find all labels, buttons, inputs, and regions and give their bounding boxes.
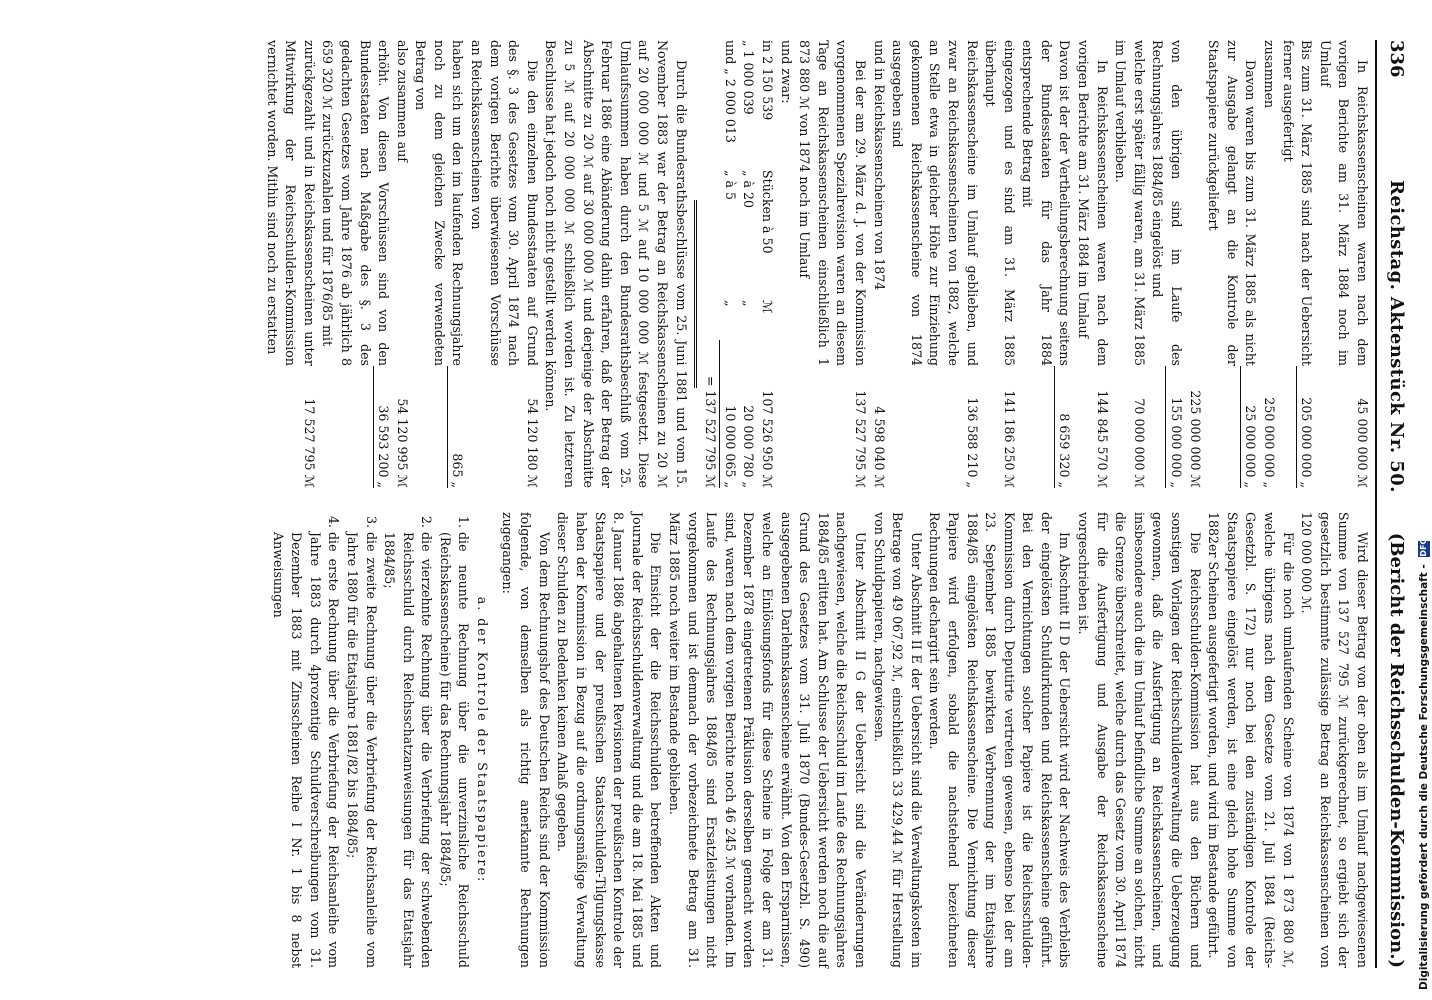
paragraph: Wird dieser Betrag von der oben als im Umlauf nachgewiesenen Summe von 137 527 795 ℳ zurückgerechnet, so ergiebt sich der gesetzlich bestimmte zulässige Betrag an Reichskassenscheinen von 120 000 000 ℳ. xyxy=(1299,512,1370,968)
left-column xyxy=(0,40,1371,488)
account-list xyxy=(268,512,473,968)
paragraph: Davon waren bis zum 31. März 1885 als nicht zur Ausgabe gelangt an die Kontrole der Staatspapiere zurückgeliefert xyxy=(1206,40,1259,366)
ledger-row xyxy=(888,40,981,488)
ledger-row xyxy=(1148,40,1185,488)
amount: 107 526 950 ℳ xyxy=(760,390,775,488)
denomination-row xyxy=(719,40,739,488)
paragraph: eingezogen und es sind am 31. März 1885 überhaupt xyxy=(983,40,1017,366)
paragraph: In Reichskassenscheinen waren nach dem vorigen Berichte am 31. März 1884 im Umlauf xyxy=(1076,40,1110,366)
subtotal-label: zusammen xyxy=(1262,40,1278,109)
paragraph: von den übrigen sind im Laufe des Rechnungsjahres 1884/85 eingelöst und xyxy=(1150,40,1185,366)
paragraph: Bis zum 31. März 1885 sind nach der Uebersicht ferner ausgefertigt xyxy=(1280,40,1315,366)
piece-count: und „ 2 000 013 xyxy=(722,40,738,143)
section-heading: a. der Kontrole der Staatspapiere: xyxy=(475,596,491,884)
paragraph: Durch die Bundesrathsbeschlüsse vom 25. Juni 1881 und vom 15. November 1883 war der Betrag an Reichskassenscheinen zu 20 ℳ auf 20 000 000 ℳ und 5 ℳ auf 10 000 000 ℳ festgesetzt. Diese Umlaufssummen haben durch den Bundesrathsbeschluß vom 25. Februar 1886 eine Abänderung dahin erfahren, daß der Betrag der Abschnitte zu 20 ℳ auf 30 000 000 ℳ und derjenige der Abschnitte zu 5 ℳ auf 20 000 000 ℳ schließlich worden ist. Zu letzteren Beschlusse hat jedoch noch nicht gestellt werden können. xyxy=(543,40,689,488)
ledger-row xyxy=(1278,40,1315,488)
ledger-row xyxy=(392,40,411,488)
double-rule xyxy=(694,200,697,388)
paragraph: Im Abschnitt II D der Uebersicht wird der Nachweis des Verbleibs der eingelösten Schuldurkunden und Reichskassenscheine geführt. Bei den Vernichtungen solcher Papiere ist die Reichsschulden-Kommission durch Deputirte vertreten gewesen, ebenso bei der am 23. September 1885 bewirkten Verbrennung der im Etatsjahre 1884/85 eingelösten Reichskassenscheine. Die Vernichtung dieser Papiere wird erfolgen, sobald die nachstehend bezeichneten Rechnungen dechargirt sein werden. xyxy=(927,512,1073,968)
paragraph: und zwar: xyxy=(778,40,794,104)
paragraph: Die Einsicht der die Reichsschulden betreffenden Akten und Journale der Reichsschuldenverwaltung und die am 18. Mai 1885 und 8. Januar 1886 abgehaltenen Revisionen der preußischen Kontrole der Staatspapiere und der preußischen Staatsschulden-Tilgungskasse haben der Kommission in Bezug auf die ordnungsmäßige Verwaltung dieser Schulden zu Bedenken keinen Anlaß gegeben. xyxy=(555,512,664,968)
page-header xyxy=(1379,40,1409,968)
list-item: 4. die erste Rechnung über die Verbriefung der Reichsanleihe vom Jahre 1883 durch 4prozentige Schuldverschreibungen vom 31. Dezember 1883 mit Zinsscheinen Reihe I Nr. 1 bis 8 nebst Anweisungen xyxy=(268,532,342,968)
ledger-row xyxy=(262,40,318,488)
paragraph: Unter Abschnitt II G der Uebersicht sind die Veränderungen nachgewiesen, welche die Reichsschuld im Laufe des Rechnungsjahres 1884/85 erlitten hat. Am Schlusse der Uebersicht werden noch die auf Grund des Gesetzes vom 31. Juli 1870 (Bundes-Gesetzbl. S. 490) ausgegebenen Darlehnskassenscheine erwähnt. Von den Ersparnissen, welche an Einlösungsfonds für diese Scheine in Folge der am 31. Dezember 1878 eingetretenen Präklusion derselben gemacht worden sind, waren nach dem vorigen Berichte noch 46 245 ℳ vorhanden. Im Laufe des Rechnungsjahres 1884/85 sind Ersatzleistungen nicht vorgekommen und ist demnach der vorbezeichnete Betrag am 31. März 1885 noch weiter im Bestande geblieben. xyxy=(667,512,868,968)
header-rule xyxy=(1375,40,1377,968)
amount: 155 000 000 „ xyxy=(1165,366,1185,488)
ledger-row xyxy=(795,40,869,488)
ledger-row xyxy=(1111,40,1148,488)
amount: 865 „ xyxy=(447,366,467,488)
paragraph: In Reichskassenscheinen waren nach dem vorigen Berichte am 31. März 1884 noch im Umlauf xyxy=(1317,40,1370,366)
currency: „ xyxy=(722,300,738,307)
subtotal-label: also zusammen auf xyxy=(394,40,410,163)
paragraph: Für die noch umlaufenden Scheine von 1874 von 1 873 880 ℳ, welche übrigens nach dem Gesetze vom 21. Juli 1884 (Reichs-Gesetzbl. S. 172) nur noch bei den zuständigen Kontrole der Staatspapiere eingelöst werden, ist eine gleich hohe Summe von 1882er Scheinen ausgefertigt worden, und wird im Bestande geführt. xyxy=(1206,512,1296,968)
right-column xyxy=(0,512,1371,968)
digitization-sidebar xyxy=(1412,0,1432,1000)
denomination-row xyxy=(739,40,758,488)
amount: 20 000 780 „ xyxy=(741,405,757,488)
page-number: 336 xyxy=(1386,40,1407,78)
amount: 250 000 000 „ xyxy=(1262,397,1278,488)
ledger-row xyxy=(1018,40,1074,488)
denomination: „ à 20 xyxy=(741,170,757,209)
amount: 36 593 200 „ xyxy=(373,366,393,488)
dfg-logo: DFG xyxy=(1419,537,1428,557)
paragraph: Die Reichsschulden-Kommission hat aus den Büchern und sonstigen Vorlagen der Reichsschuldenverwaltung die Ueberzeugung gewonnen, daß die Ausfertigung an Reichskassenscheinen, und insbesondere auch die im Umlauf befindliche Summe an solchen, nicht die Grenze überschreitet, welche durch das Gesetz vom 30. April 1874 für die Ausfertigung und Ausgabe der Reichskassenscheine vorgeschrieben ist. xyxy=(1076,512,1203,968)
paragraph: erhöht. Von diesen Vorschüssen sind von den Bundesstaaten nach Maßgabe des §. 3 des gedachten Gesetzes vom Jahre 1876 ab jährlich 8 659 320 ℳ zurückzuzahlen und für 1876/85 mit xyxy=(320,40,392,366)
ledger-row xyxy=(467,40,541,488)
amount: 8 659 320 „ xyxy=(1054,366,1074,488)
digitization-credit: Digitalisierung gefördert durch die Deutsche Forschungsgemeinschaft - xyxy=(1418,564,1430,990)
paragraph: Davon ist der der Vertheilungsberechnung seitens der Bundesstaaten für das Jahr 1884 entsprechende Betrag mit xyxy=(1020,40,1073,366)
amount: 141 186 250 ℳ xyxy=(1001,390,1017,488)
paragraph: welche erst später fällig waren, am 31. März 1885 im Umlauf verblieben. xyxy=(1113,40,1147,366)
denomination: Stücken à 50 xyxy=(760,170,775,254)
ledger-row xyxy=(1259,40,1278,488)
piece-count: „ 1 000 039 xyxy=(741,40,757,115)
paragraph: Unter Abschnitt II E der Uebersicht sind die Verwaltungskosten im Betrage von 49 067,92 ℳ, einschließlich 33 429,44 ℳ für Herstellung von Schuldpapieren, nachgewiesen. xyxy=(871,512,924,968)
ledger-row xyxy=(869,40,888,488)
paragraph: und in Reichskassenscheinen von 1874 xyxy=(871,40,887,291)
amount: 54 120 995 ℳ xyxy=(394,398,410,488)
amount: 54 120 180 ℳ xyxy=(524,398,540,488)
amount: 137 527 795 ℳ xyxy=(852,390,868,488)
list-item: 2. die vierzehnte Rechnung über die Verbriefung der schwebenden Reichsschuld durch Reichsschatzanweisungen für das Etatsjahr 1884/85; xyxy=(380,532,436,968)
amount: 10 000 065 „ xyxy=(719,340,739,488)
denomination-row xyxy=(757,40,776,488)
list-item: 1. die neunte Rechnung über die unverzinsliche Reichsschuld (Reichskassenscheine) für das Rechnungsjahr 1884/85; xyxy=(435,532,472,968)
paragraph: zurückgezahlt und in Reichskassenscheinen unter Mitwirkung der Reichsschulden-Kommission vernichtet worden. Mithin sind noch zu erstatten xyxy=(264,40,317,366)
amount: 4 598 040 ℳ xyxy=(871,406,887,488)
piece-count: in 2 150 539 xyxy=(760,40,775,121)
paragraph: haben sich um den im laufenden Rechnungsjahre noch zu dem gleichen Zwecke verwendeten Betrag von xyxy=(413,40,466,366)
list-item: 3. die zweite Rechnung über die Verbriefung der Reichsanleihe vom Jahre 1880 für die Etatsjahre 1881/82 bis 1884/85; xyxy=(342,532,379,968)
paragraph: Die den einzelnen Bundesstaaten auf Grund des §. 3 des Gesetzes vom 30. April 1874 nach dem vorigen Berichte überwiesenen Vorschüsse an Reichskassenscheinen von xyxy=(469,40,540,366)
amount: 136 588 210 „ xyxy=(964,397,980,488)
denomination-total: = 137 527 795 ℳ xyxy=(703,375,719,488)
amount: 225 000 000 ℳ xyxy=(1187,390,1203,488)
ledger-row xyxy=(318,40,392,488)
paragraph: Von dem Rechnungshof des Deutschen Reichs sind der Kommission folgende, von demselben als richtig anerkannte Rechnungen zugegangen: xyxy=(499,512,552,968)
amount: 17 527 795 ℳ xyxy=(301,398,317,488)
paragraph: Reichskassenscheine im Umlauf geblieben, und zwar an Reichskassenscheinen von 1882, welche an Stelle etwa in gleicher Höhe zur Einziehung gekommenen Reichskassenscheine von 1874 ausgegeben sind xyxy=(890,40,980,366)
amount: 70 000 000 ℳ xyxy=(1131,398,1147,488)
running-subtitle: (Bericht der Reichsschulden-Kommission.) xyxy=(1386,532,1407,968)
ledger-row xyxy=(411,40,467,488)
ledger-row xyxy=(981,40,1018,488)
amount: 205 000 000 „ xyxy=(1296,366,1316,488)
ledger-row xyxy=(1074,40,1111,488)
ledger-row xyxy=(1185,40,1204,488)
ledger-row xyxy=(1204,40,1260,488)
denomination: „ à 5 xyxy=(722,170,738,201)
currency: „ xyxy=(741,300,757,307)
amount: 144 845 570 ℳ xyxy=(1094,390,1110,488)
paragraph: Bei der am 29. März d. J. von der Kommission vorgenommenen Spezialrevision waren an diesem Tage an Reichskassenscheinen einschließlich 1 873 880 ℳ von 1874 noch im Umlauf xyxy=(797,40,868,366)
amount: 45 000 000 ℳ xyxy=(1355,398,1370,488)
running-title: Reichstag. Aktenstück Nr. 50. xyxy=(1386,180,1407,493)
currency: ℳ xyxy=(760,300,775,314)
amount: 25 000 000 „ xyxy=(1240,366,1260,488)
ledger-row xyxy=(1315,40,1371,488)
